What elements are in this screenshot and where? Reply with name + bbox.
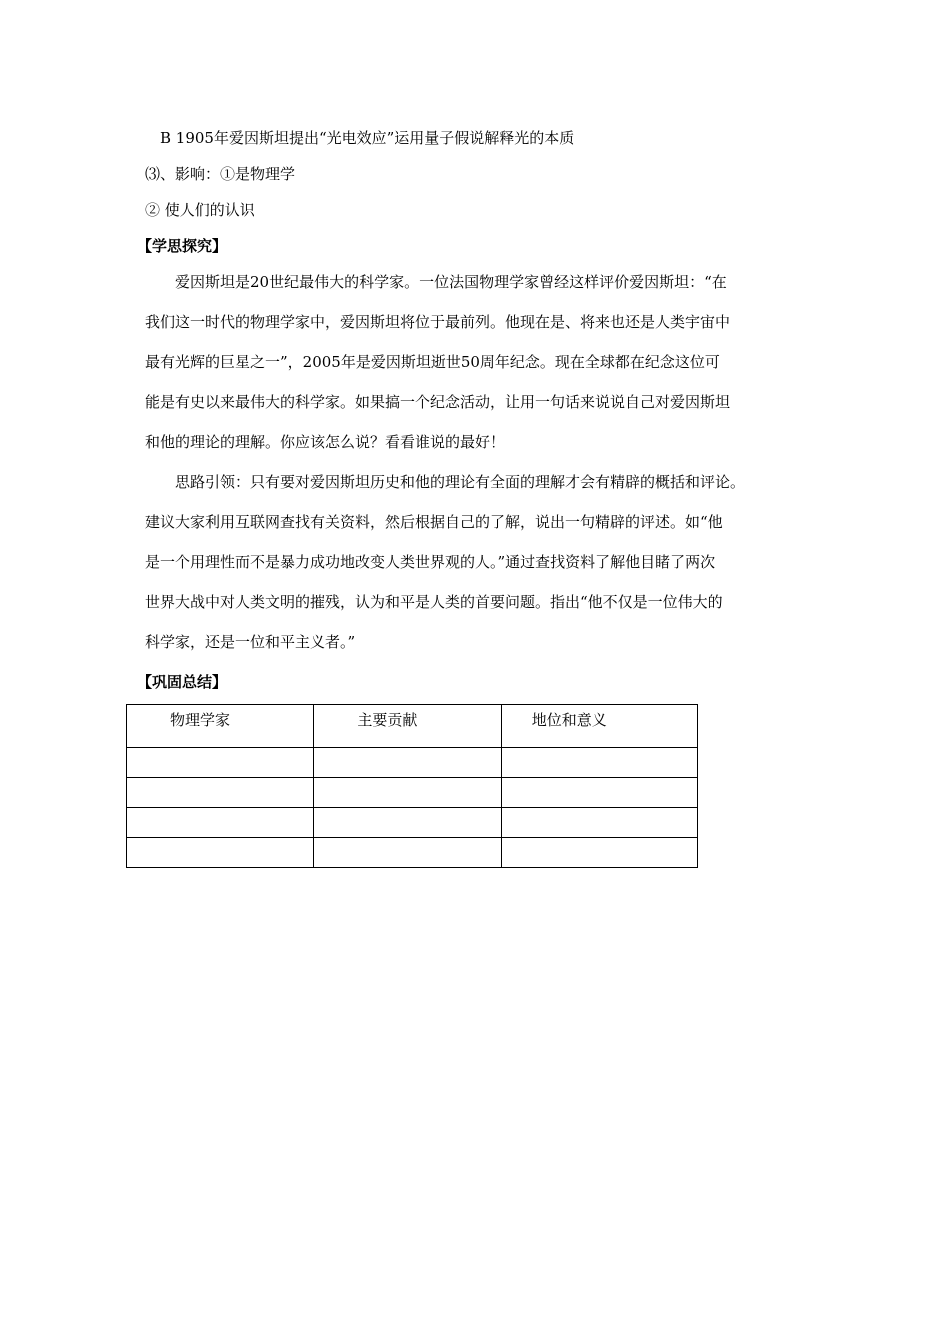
- table-cell: [127, 748, 314, 778]
- paragraph-line: 和他的理论的理解。你应该怎么说？看看谁说的最好！: [145, 433, 506, 451]
- table-cell: [501, 778, 697, 808]
- table-cell: [314, 808, 501, 838]
- text-line-recognition: ② 使人们的认识: [145, 201, 255, 219]
- header-physicist: 物理学家: [127, 705, 314, 748]
- table-row: [127, 808, 698, 838]
- table-cell: [501, 748, 697, 778]
- table-row: [127, 748, 698, 778]
- table-cell: [127, 808, 314, 838]
- paragraph-line: 世界大战中对人类文明的摧残，认为和平是人类的首要问题。指出“他不仅是一位伟大的: [145, 593, 723, 611]
- text-line-b: B 1905年爱因斯坦提出“光电效应”运用量子假说解释光的本质: [160, 129, 575, 147]
- table-cell: [127, 778, 314, 808]
- text-line-influence: ⑶、影响：①是物理学: [145, 165, 296, 183]
- header-status-significance: 地位和意义: [501, 705, 697, 748]
- section-title-consolidate-summary: 【巩固总结】: [137, 673, 228, 691]
- table-cell: [314, 838, 501, 868]
- paragraph-line: 最有光辉的巨星之一”，2005年是爱因斯坦逝世50周年纪念。现在全球都在纪念这位可: [145, 353, 720, 371]
- paragraph-line: 建议大家利用互联网查找有关资料，然后根据自己的了解，说出一句精辟的评述。如“他: [145, 513, 723, 531]
- paragraph-line: 爱因斯坦是20世纪最伟大的科学家。一位法国物理学家曾经这样评价爱因斯坦：“在: [175, 273, 727, 291]
- paragraph-line: 思路引领：只有要对爱因斯坦历史和他的理论有全面的理解才会有精辟的概括和评论。: [175, 473, 746, 491]
- table-cell: [501, 808, 697, 838]
- table-header-row: [127, 705, 698, 748]
- table-row: [127, 778, 698, 808]
- paragraph-thinking-guide: [145, 462, 815, 662]
- table-row: [127, 838, 698, 868]
- table-cell: [127, 838, 314, 868]
- paragraph-line: 科学家，还是一位和平主义者。”: [145, 633, 356, 651]
- section-title-study-explore: 【学思探究】: [137, 237, 228, 255]
- header-main-contribution: 主要贡献: [314, 705, 501, 748]
- paragraph-line: 能是有史以来最伟大的科学家。如果搞一个纪念活动，让用一句话来说说自己对爱因斯坦: [145, 393, 731, 411]
- table-cell: [314, 748, 501, 778]
- paragraph-line: 我们这一时代的物理学家中，爱因斯坦将位于最前列。他现在是、将来也还是人类宇宙中: [145, 313, 731, 331]
- paragraph-einstein-intro: [145, 262, 815, 462]
- table-cell: [314, 778, 501, 808]
- summary-table: [126, 704, 698, 868]
- table-cell: [501, 838, 697, 868]
- paragraph-line: 是一个用理性而不是暴力成功地改变人类世界观的人。”通过查找资料了解他目睹了两次: [145, 553, 716, 571]
